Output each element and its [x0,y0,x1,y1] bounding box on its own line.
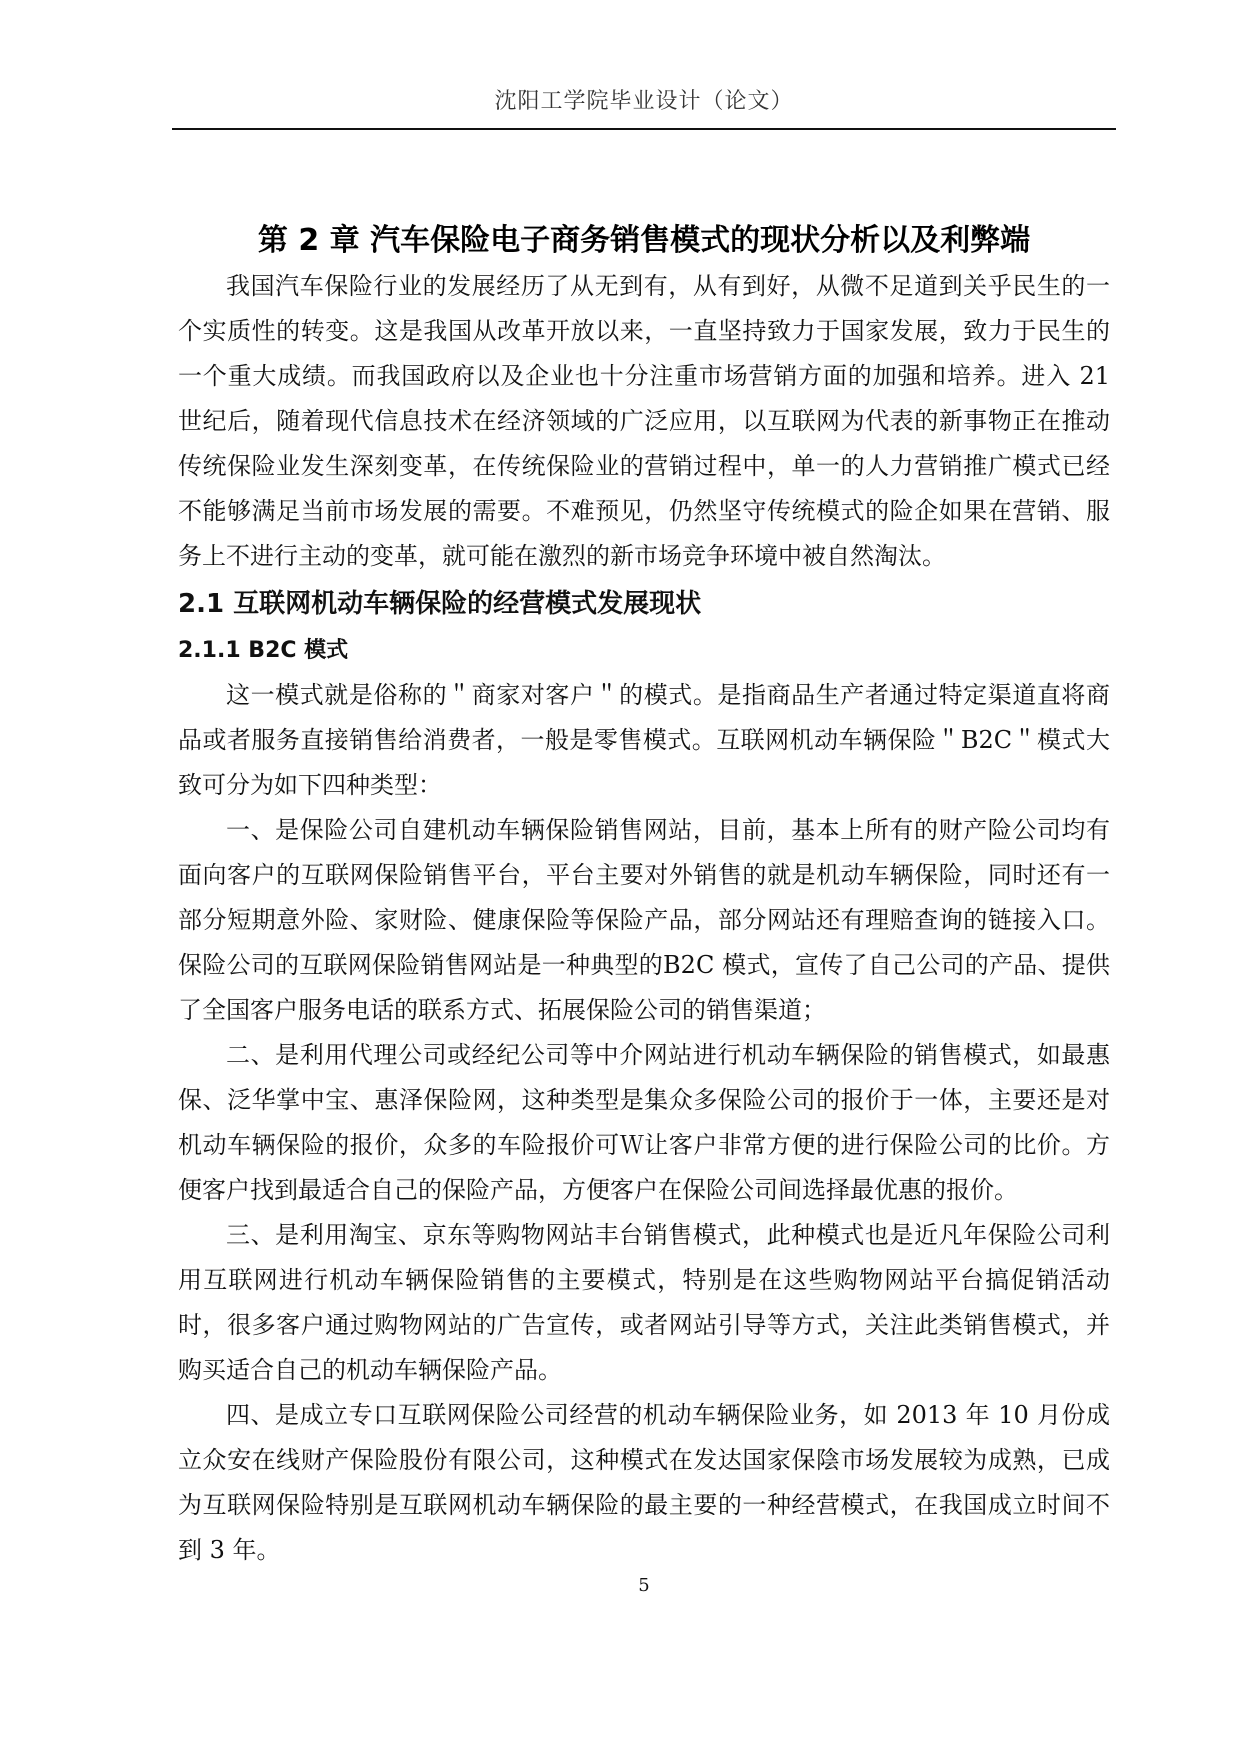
b2c-type-2-paragraph: 二、是利用代理公司或经纪公司等中介网站进行机动车辆保险的销售模式，如最惠保、泛华掌中宝、惠泽保险网，这种类型是集众多保险公司的报价于一体，主要还是对机动车辆保险的报价，众多的车险报价可Ｗ让客户非常方便的进行保险公司的比价。方便客户找到最适合自己的保险产品，方便客户在保险公司间选择最优惠的报价。 [178,1041,1110,1204]
header-rule [172,128,1116,130]
section-heading-2-1: 2.1 互联网机动车辆保险的经营模式发展现状 [178,589,702,619]
b2c-type-3-paragraph: 三、是利用淘宝、京东等购物网站丰台销售模式，此种模式也是近凡年保险公司利用互联网进行机动车辆保险销售的主要模式，特别是在这些购物网站平台搞促销活动时，很多客户通过购物网站的广告宣传，或者网站引导等方式，关注此类销售模式，并购买适合自己的机动车辆保险产品。 [178,1221,1110,1384]
b2c-intro-paragraph: 这一模式就是俗称的＂商家对客户＂的模式。是指商品生产者通过特定渠道直将商品或者服务直接销售给消费者，一般是零售模式。互联网机动车辆保险＂B2C＂模式大致可分为如下四种类型： [178,681,1110,799]
b2c-type-4-paragraph: 四、是成立专口互联网保险公司经营的机动车辆保险业务，如 2013 年 10 月份成立众安在线财产保险股份有限公司，这种模式在发达国家保陰市场发展较为成熟，已成为互联网保险特别是互联网机动车辆保险的最主要的一种经营模式，在我国成立时间不到 3 年。 [178,1401,1110,1564]
b2c-type-1-paragraph: 一、是保险公司自建机动车辆保险销售网站，目前，基本上所有的财产险公司均有面向客户的互联网保险销售平台，平台主要对外销售的就是机动车辆保险，同时还有一部分短期意外险、家财险、健康保险等保险产品，部分网站还有理赔查询的链接入口。保险公司的互联网保险销售网站是一种典型的B2C 模式，宣传了自己公司的产品、提供了全国客户服务电话的联系方式、拓展保险公司的销售渠道； [178,816,1110,1024]
chapter-title: 第 2 章 汽车保险电子商务销售模式的现状分析以及利弊端 [257,223,1031,258]
running-header: 沈阳工学院毕业设计（论文） [494,89,794,114]
section-heading-2-1-1: 2.1.1 B2C 模式 [178,638,349,663]
intro-paragraph: 我国汽车保险行业的发展经历了从无到有，从有到好，从微不足道到关乎民生的一个实质性的转变。这是我国从改革开放以来，一直坚持致力于国家发展，致力于民生的一个重大成绩。而我国政府以及企业也十分注重市场营销方面的加强和培养。进入 21 世纪后，随着现代信息技术在经济领域的广泛应用，以互联网为代表的新事物正在推动传统保险业发生深刻变革，在传统保险业的营销过程中，单一的人力营销推广模式已经不能够满足当前市场发展的需要。不难预见，仍然坚守传统模式的险企如果在营销、服务上不进行主动的变革，就可能在激烈的新市场竞争环境中被自然淘汰。 [178,272,1110,570]
page-number: 5 [638,1575,650,1596]
body-text [178,264,1110,1573]
